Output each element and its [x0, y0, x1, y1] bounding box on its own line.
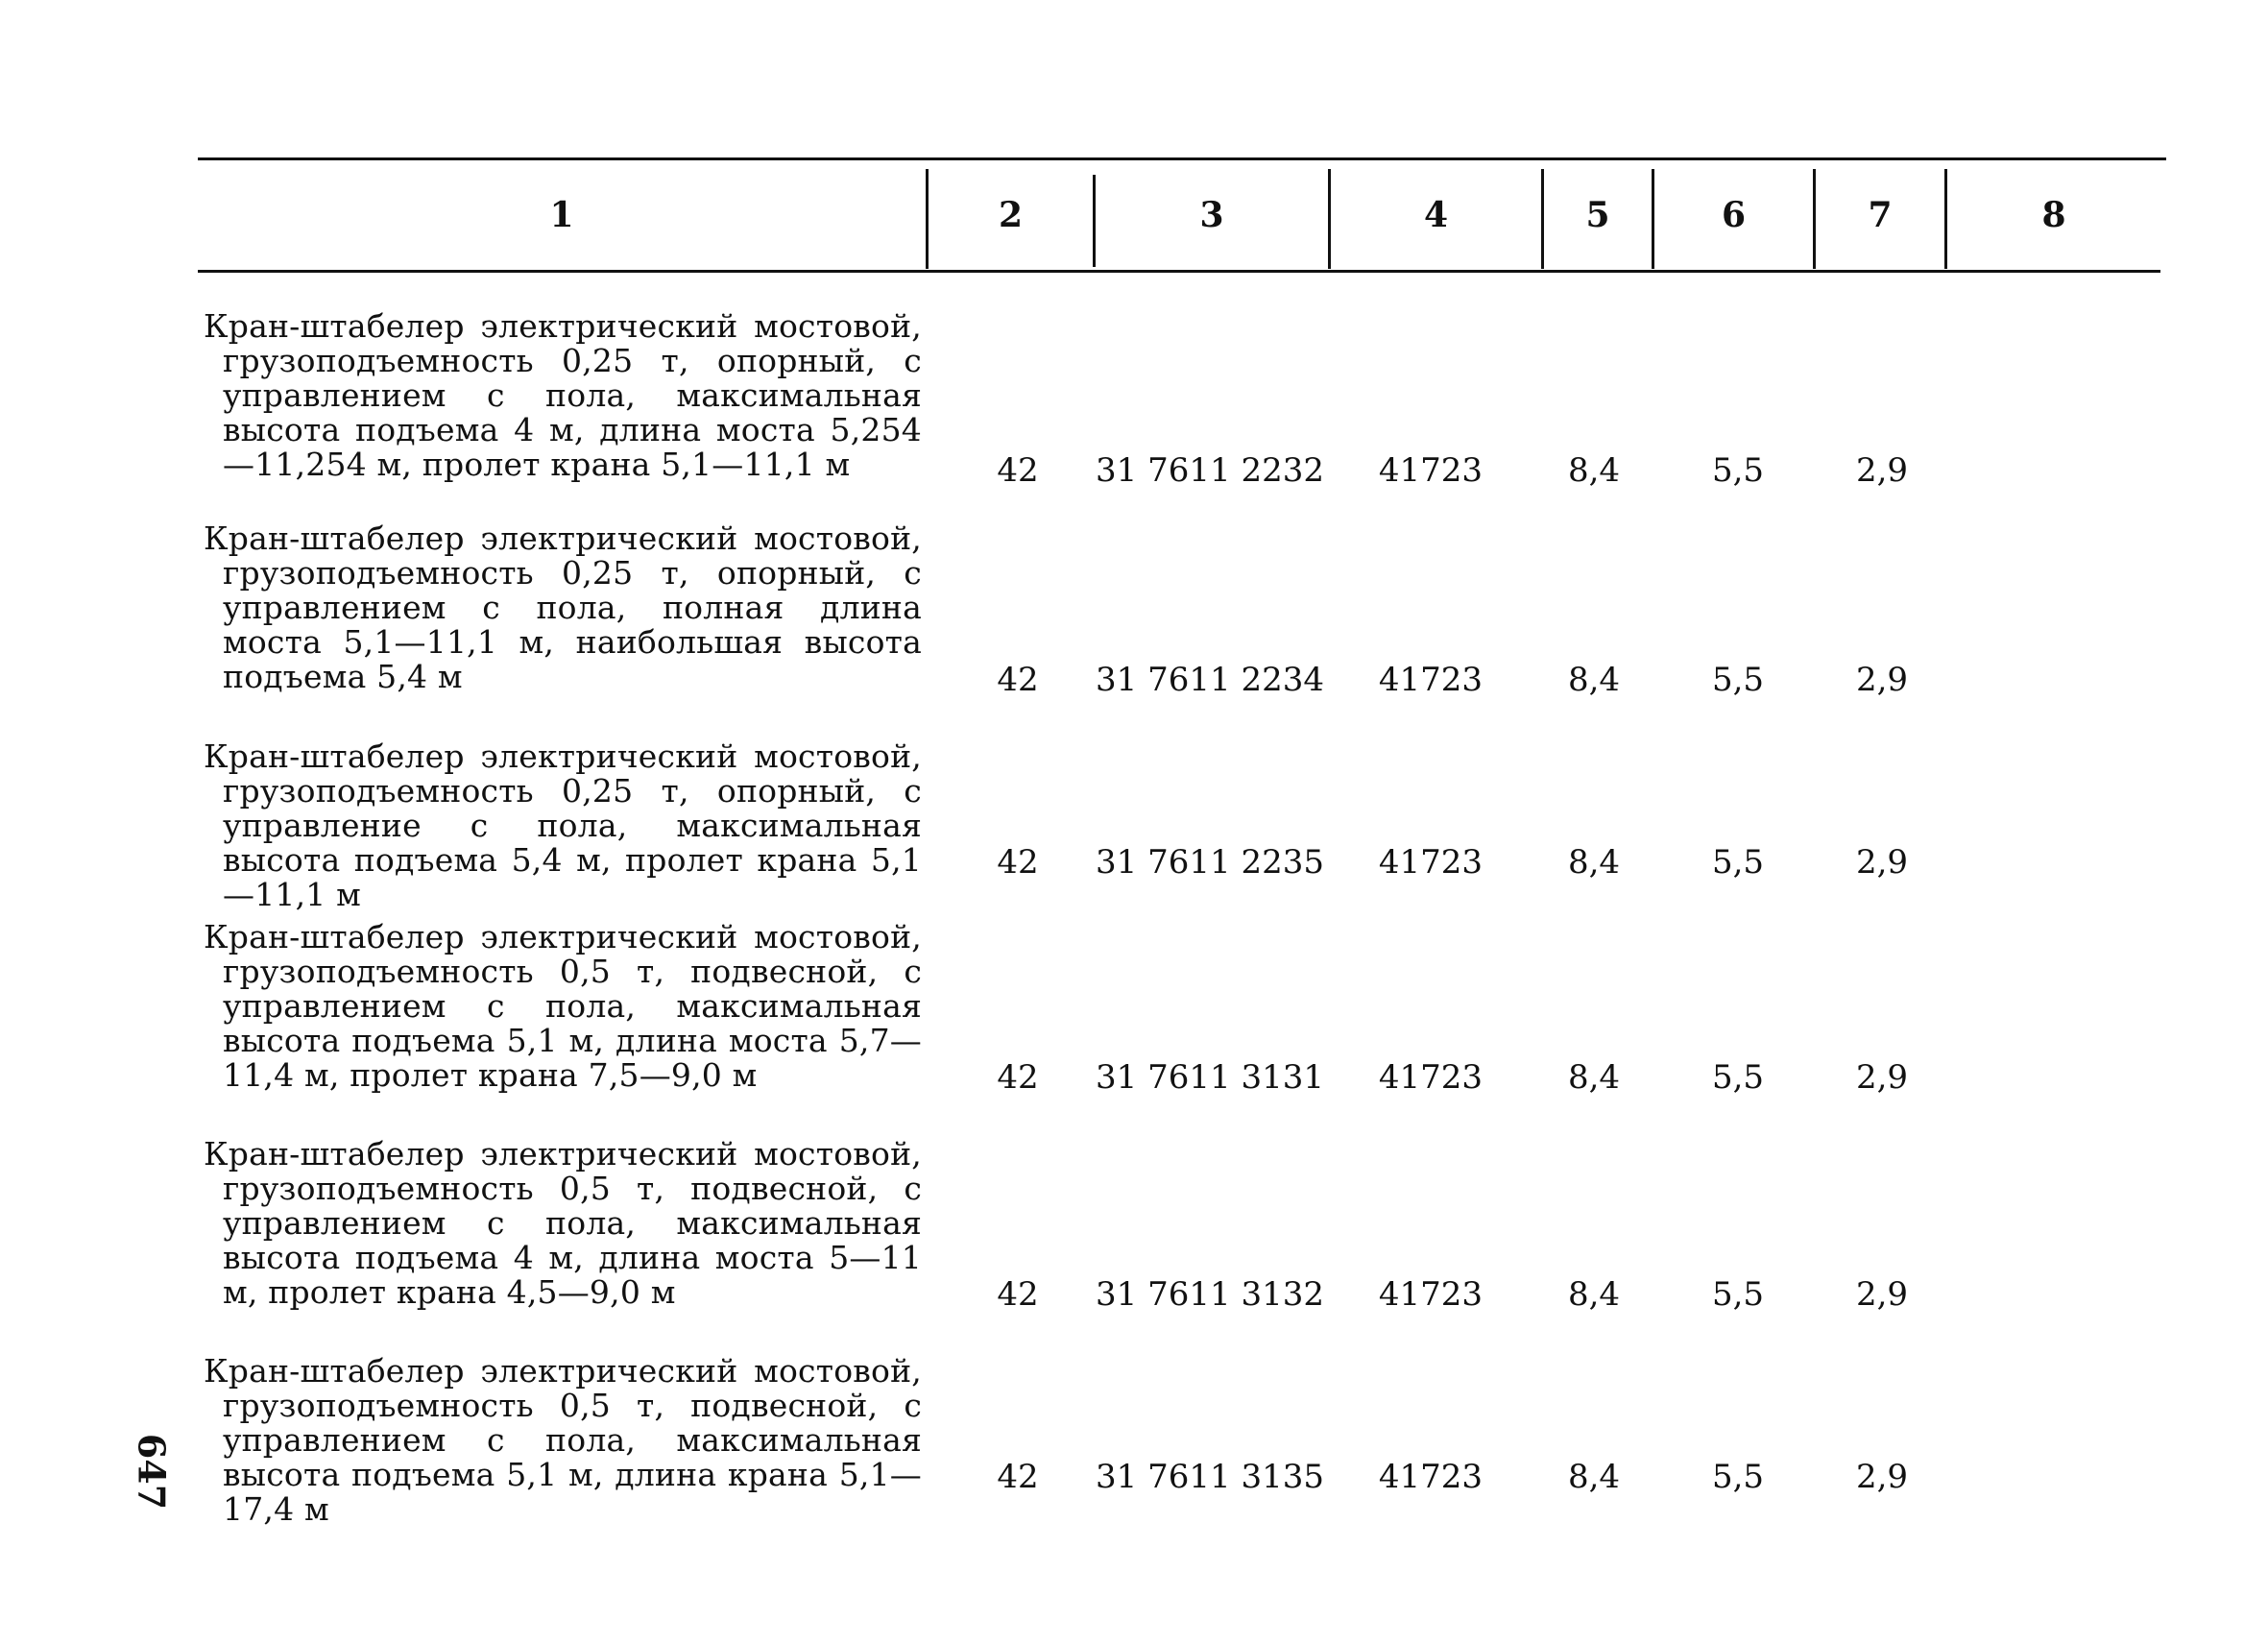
row-cell-col7: 2,9	[1855, 1458, 1909, 1496]
row-cell-col7: 2,9	[1855, 843, 1909, 882]
column-header-3: 3	[1199, 195, 1224, 235]
column-header-4: 4	[1423, 195, 1449, 235]
row-cell-col2: 42	[997, 1275, 1039, 1314]
row-cell-col7: 2,9	[1855, 451, 1909, 490]
row-cell-col2: 42	[997, 661, 1039, 699]
row-cell-col7: 2,9	[1855, 1058, 1909, 1097]
row-cell-col5: 8,4	[1567, 1458, 1621, 1496]
row-cell-col6: 5,5	[1711, 1058, 1765, 1097]
row-cell-col3: 31 7611 3135	[1096, 1458, 1324, 1496]
row-cell-col4: 41723	[1378, 451, 1484, 490]
row-cell-col5: 8,4	[1567, 843, 1621, 882]
row-description: Кран-штабелер электрический мостовой, грузоподъемность 0,5 т, подвесной, с управлением с пола, максимальная высота подъема 5,1 м, длина моста 5,7—11,4 м, пролет крана 7,5—9,0 м	[204, 918, 922, 1094]
row-cell-col4: 41723	[1378, 843, 1484, 882]
column-header-2: 2	[998, 195, 1024, 235]
column-header-5: 5	[1585, 195, 1610, 235]
row-cell-col6: 5,5	[1711, 451, 1765, 490]
row-cell-col7: 2,9	[1855, 1275, 1909, 1314]
row-cell-col6: 5,5	[1711, 661, 1765, 699]
row-description: Кран-штабелер электрический мостовой, грузоподъемность 0,5 т, подвесной, с управлением с пола, максимальная высота подъема 5,1 м, длина крана 5,1—17,4 м	[204, 1352, 922, 1528]
header-bottom-rule	[198, 270, 2160, 273]
column-header-6: 6	[1721, 195, 1747, 235]
row-cell-col3: 31 7611 3132	[1096, 1275, 1324, 1314]
row-cell-col5: 8,4	[1567, 1058, 1621, 1097]
row-cell-col3: 31 7611 3131	[1096, 1058, 1324, 1097]
row-cell-col5: 8,4	[1567, 451, 1621, 490]
row-cell-col6: 5,5	[1711, 1458, 1765, 1496]
column-header-7: 7	[1868, 195, 1893, 235]
row-description: Кран-штабелер электрический мостовой, грузоподъемность 0,5 т, подвесной, с управлением с пола, максимальная высота подъема 4 м, длина моста 5—11 м, пролет крана 4,5—9,0 м	[204, 1135, 922, 1311]
row-cell-col5: 8,4	[1567, 661, 1621, 699]
row-cell-col4: 41723	[1378, 1458, 1484, 1496]
row-description: Кран-штабелер электрический мостовой, грузоподъемность 0,25 т, опорный, с управлением с пола, максимальная высота подъема 4 м, длина моста 5,254—11,254 м, пролет крана 5,1—11,1 м	[204, 307, 922, 483]
row-cell-col2: 42	[997, 1058, 1039, 1097]
row-cell-col2: 42	[997, 1458, 1039, 1496]
column-header-8: 8	[2041, 195, 2066, 235]
row-cell-col7: 2,9	[1855, 661, 1909, 699]
row-cell-col3: 31 7611 2235	[1096, 843, 1324, 882]
row-cell-col5: 8,4	[1567, 1275, 1621, 1314]
row-cell-col4: 41723	[1378, 661, 1484, 699]
page-number: 647	[130, 1433, 174, 1511]
row-cell-col3: 31 7611 2232	[1096, 451, 1324, 490]
row-cell-col3: 31 7611 2234	[1096, 661, 1324, 699]
row-cell-col4: 41723	[1378, 1275, 1484, 1314]
column-header-1: 1	[549, 195, 574, 235]
row-description: Кран-штабелер электрический мостовой, грузоподъемность 0,25 т, опорный, с управлением с пола, полная длина моста 5,1—11,1 м, наибольшая высота подъема 5,4 м	[204, 520, 922, 695]
row-description: Кран-штабелер электрический мостовой, грузоподъемность 0,25 т, опорный, с управление с пола, максимальная высота подъема 5,4 м, пролет крана 5,1—11,1 м	[204, 737, 922, 913]
row-cell-col2: 42	[997, 451, 1039, 490]
row-cell-col6: 5,5	[1711, 843, 1765, 882]
header-top-rule	[198, 157, 2166, 160]
row-cell-col4: 41723	[1378, 1058, 1484, 1097]
row-cell-col6: 5,5	[1711, 1275, 1765, 1314]
row-cell-col2: 42	[997, 843, 1039, 882]
